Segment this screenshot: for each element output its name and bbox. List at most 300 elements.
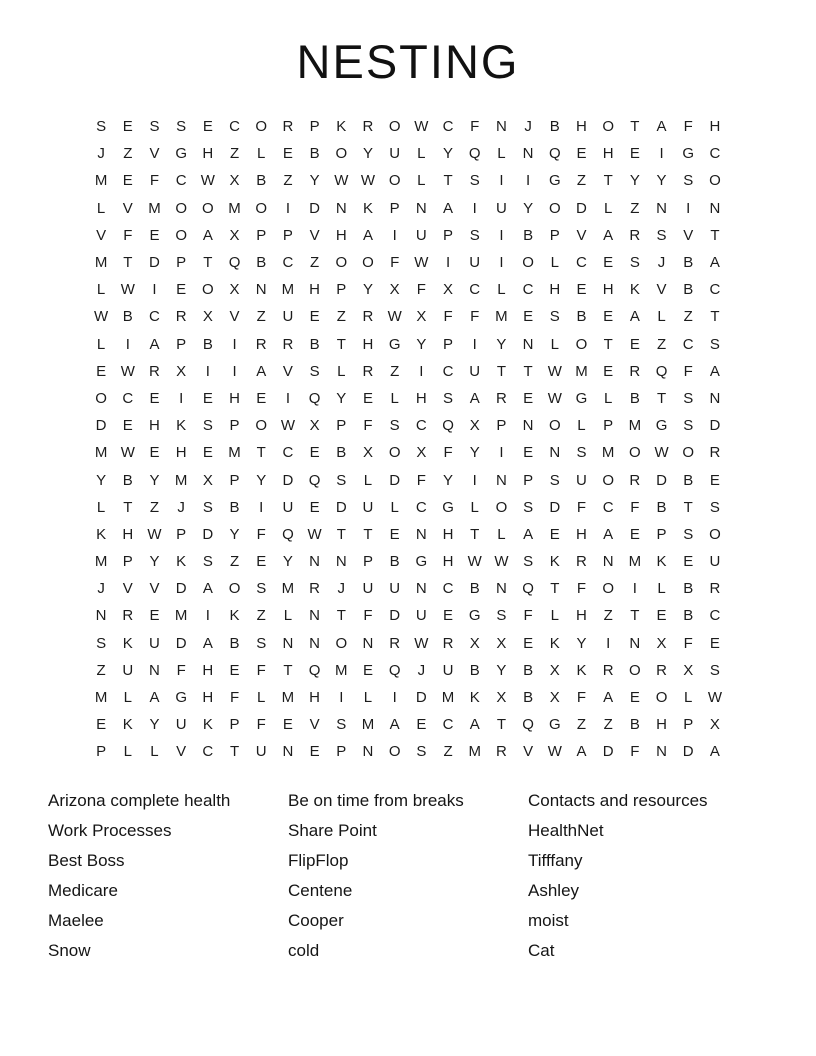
grid-letter: F bbox=[416, 471, 426, 489]
grid-letter: J bbox=[417, 661, 426, 679]
grid-letter: S bbox=[309, 362, 320, 380]
grid-letter: L bbox=[150, 743, 159, 761]
grid-letter: H bbox=[335, 226, 347, 244]
grid-letter: E bbox=[282, 145, 293, 163]
grid-letter: I bbox=[232, 335, 237, 353]
grid-letter: U bbox=[469, 362, 481, 380]
grid-letter: M bbox=[281, 281, 295, 299]
grid-letter: N bbox=[522, 335, 534, 353]
grid-letter: Z bbox=[656, 335, 667, 353]
word-list-item: Maelee bbox=[48, 910, 104, 930]
grid-letter: G bbox=[655, 417, 668, 435]
grid-letter: P bbox=[176, 335, 187, 353]
grid-letter: E bbox=[523, 308, 534, 326]
grid-letter: O bbox=[709, 525, 721, 543]
grid-letter: L bbox=[363, 689, 373, 707]
grid-letter: C bbox=[442, 118, 454, 136]
grid-letter: F bbox=[470, 308, 480, 326]
grid-letter: J bbox=[97, 580, 105, 598]
grid-letter: G bbox=[415, 553, 428, 571]
grid-letter: H bbox=[202, 689, 214, 707]
grid-letter: A bbox=[709, 362, 720, 380]
grid-row bbox=[88, 521, 729, 548]
grid-letter: A bbox=[629, 308, 640, 326]
grid-letter: S bbox=[496, 607, 507, 625]
grid-letter: O bbox=[255, 199, 268, 217]
grid-letter: X bbox=[443, 281, 454, 299]
grid-letter: T bbox=[363, 525, 373, 543]
grid-letter: A bbox=[149, 689, 160, 707]
grid-letter: N bbox=[309, 607, 321, 625]
grid-letter: L bbox=[257, 689, 266, 707]
grid-letter: F bbox=[443, 444, 453, 462]
grid-letter: S bbox=[256, 580, 267, 598]
grid-letter: L bbox=[657, 580, 666, 598]
grid-letter: P bbox=[443, 335, 454, 353]
grid-letter: T bbox=[123, 498, 133, 516]
grid-letter: A bbox=[469, 716, 480, 734]
grid-letter: I bbox=[499, 226, 504, 244]
grid-letter: S bbox=[96, 634, 107, 652]
grid-letter: Y bbox=[443, 145, 454, 163]
grid-row bbox=[88, 630, 729, 657]
grid-letter: P bbox=[282, 226, 293, 244]
grid-letter: M bbox=[94, 254, 108, 272]
grid-letter: O bbox=[202, 281, 214, 299]
grid-letter: G bbox=[575, 389, 588, 407]
grid-letter: V bbox=[656, 281, 667, 299]
grid-letter: N bbox=[495, 471, 507, 489]
grid-letter: X bbox=[549, 689, 560, 707]
grid-letter: E bbox=[629, 689, 640, 707]
grid-letter: Q bbox=[308, 389, 321, 407]
letter-grid bbox=[88, 113, 729, 766]
grid-letter: Z bbox=[229, 553, 240, 571]
grid-letter: L bbox=[390, 389, 399, 407]
grid-letter: E bbox=[523, 389, 534, 407]
grid-letter: D bbox=[335, 498, 347, 516]
grid-letter: I bbox=[285, 199, 290, 217]
grid-letter: F bbox=[256, 661, 266, 679]
grid-letter: I bbox=[526, 172, 531, 190]
grid-letter: E bbox=[96, 716, 107, 734]
grid-letter: F bbox=[683, 634, 693, 652]
grid-letter: R bbox=[282, 335, 294, 353]
grid-letter: D bbox=[95, 417, 107, 435]
grid-letter: T bbox=[710, 226, 720, 244]
grid-letter: H bbox=[202, 145, 214, 163]
grid-letter: N bbox=[282, 634, 294, 652]
grid-letter: P bbox=[176, 254, 187, 272]
grid-letter: S bbox=[523, 498, 534, 516]
grid-letter: W bbox=[387, 308, 402, 326]
grid-letter: G bbox=[388, 335, 401, 353]
grid-letter: X bbox=[176, 362, 187, 380]
grid-letter: M bbox=[601, 444, 615, 462]
grid-letter: L bbox=[337, 362, 346, 380]
grid-letter: I bbox=[392, 689, 397, 707]
grid-letter: K bbox=[362, 199, 373, 217]
word-list-item: Tifffany bbox=[528, 850, 583, 870]
grid-letter: E bbox=[603, 308, 614, 326]
grid-letter: M bbox=[228, 444, 241, 462]
grid-letter: Z bbox=[149, 498, 160, 516]
grid-letter: N bbox=[149, 661, 160, 679]
grid-row bbox=[88, 494, 729, 521]
grid-letter: H bbox=[362, 335, 374, 353]
grid-letter: B bbox=[336, 444, 347, 462]
grid-letter: X bbox=[229, 281, 240, 299]
grid-letter: N bbox=[656, 743, 667, 761]
grid-letter: M bbox=[628, 417, 642, 435]
grid-letter: M bbox=[575, 362, 588, 380]
grid-row bbox=[88, 711, 729, 738]
grid-letter: F bbox=[470, 118, 480, 136]
grid-letter: K bbox=[176, 553, 187, 571]
grid-letter: X bbox=[229, 226, 240, 244]
grid-letter: E bbox=[523, 634, 534, 652]
grid-letter: H bbox=[415, 389, 427, 407]
grid-letter: N bbox=[709, 199, 721, 217]
grid-letter: E bbox=[549, 525, 560, 543]
grid-letter: X bbox=[496, 634, 507, 652]
grid-letter: P bbox=[683, 716, 694, 734]
grid-letter: T bbox=[470, 525, 480, 543]
grid-letter: E bbox=[149, 444, 160, 462]
grid-letter: B bbox=[523, 226, 534, 244]
grid-letter: F bbox=[229, 689, 240, 707]
grid-letter: B bbox=[469, 580, 480, 598]
grid-letter: S bbox=[576, 444, 587, 462]
grid-letter: X bbox=[229, 172, 240, 190]
grid-letter: D bbox=[282, 471, 294, 489]
grid-letter: W bbox=[547, 743, 562, 761]
grid-letter: I bbox=[632, 580, 637, 598]
grid-letter: E bbox=[309, 308, 320, 326]
grid-letter: S bbox=[96, 118, 107, 136]
grid-letter: K bbox=[469, 689, 480, 707]
grid-letter: Y bbox=[336, 389, 347, 407]
grid-row bbox=[88, 167, 729, 194]
grid-letter: Q bbox=[388, 661, 401, 679]
grid-letter: O bbox=[522, 254, 534, 272]
grid-letter: X bbox=[202, 308, 213, 326]
grid-letter: L bbox=[497, 145, 506, 163]
grid-letter: U bbox=[469, 254, 481, 272]
grid-letter: A bbox=[202, 226, 213, 244]
grid-letter: O bbox=[388, 444, 401, 462]
grid-letter: M bbox=[94, 553, 108, 571]
grid-letter: X bbox=[709, 716, 720, 734]
grid-letter: I bbox=[392, 226, 397, 244]
grid-letter: N bbox=[522, 417, 534, 435]
grid-letter: N bbox=[549, 444, 561, 462]
grid-letter: A bbox=[149, 335, 160, 353]
grid-row bbox=[88, 331, 729, 358]
grid-letter: V bbox=[122, 199, 133, 217]
grid-letter: O bbox=[388, 172, 401, 190]
grid-letter: G bbox=[442, 498, 454, 516]
grid-letter: S bbox=[416, 743, 427, 761]
grid-letter: L bbox=[550, 254, 559, 272]
grid-letter: L bbox=[684, 689, 693, 707]
grid-letter: W bbox=[200, 172, 215, 190]
grid-letter: D bbox=[549, 498, 561, 516]
grid-letter: P bbox=[229, 716, 240, 734]
grid-row bbox=[88, 222, 729, 249]
grid-letter: T bbox=[683, 498, 693, 516]
grid-letter: R bbox=[495, 743, 507, 761]
grid-letter: N bbox=[255, 281, 267, 299]
grid-row bbox=[88, 575, 729, 602]
grid-letter: P bbox=[122, 553, 133, 571]
grid-letter: M bbox=[94, 689, 108, 707]
grid-letter: B bbox=[256, 254, 267, 272]
grid-letter: D bbox=[709, 417, 721, 435]
word-list-item: HealthNet bbox=[528, 820, 604, 840]
grid-letter: C bbox=[175, 172, 187, 190]
grid-letter: H bbox=[602, 281, 614, 299]
grid-letter: T bbox=[550, 580, 560, 598]
grid-letter: W bbox=[147, 525, 162, 543]
grid-letter: U bbox=[495, 199, 507, 217]
grid-letter: Z bbox=[683, 308, 693, 326]
grid-letter: A bbox=[603, 525, 614, 543]
grid-letter: B bbox=[523, 689, 534, 707]
grid-letter: Z bbox=[390, 362, 400, 380]
grid-letter: W bbox=[280, 417, 295, 435]
grid-letter: Q bbox=[522, 580, 534, 598]
grid-letter: C bbox=[709, 281, 721, 299]
grid-letter: U bbox=[122, 661, 134, 679]
grid-letter: Z bbox=[630, 199, 640, 217]
grid-letter: V bbox=[149, 580, 160, 598]
grid-letter: X bbox=[416, 308, 427, 326]
grid-letter: H bbox=[122, 525, 134, 543]
grid-letter: S bbox=[443, 389, 454, 407]
grid-letter: T bbox=[256, 444, 266, 462]
grid-letter: S bbox=[389, 417, 400, 435]
grid-letter: V bbox=[96, 226, 107, 244]
grid-letter: Z bbox=[123, 145, 133, 163]
grid-letter: P bbox=[229, 471, 240, 489]
grid-row bbox=[88, 738, 729, 765]
grid-letter: S bbox=[709, 335, 720, 353]
grid-letter: N bbox=[335, 553, 347, 571]
grid-letter: O bbox=[335, 634, 348, 652]
grid-letter: T bbox=[656, 389, 667, 407]
grid-letter: O bbox=[575, 335, 588, 353]
grid-letter: I bbox=[232, 362, 237, 380]
grid-letter: A bbox=[443, 199, 454, 217]
grid-letter: I bbox=[205, 362, 210, 380]
grid-letter: G bbox=[175, 689, 187, 707]
grid-letter: C bbox=[122, 389, 134, 407]
word-list-item: Medicare bbox=[48, 880, 118, 900]
grid-letter: Y bbox=[309, 172, 320, 190]
grid-letter: L bbox=[497, 525, 506, 543]
grid-letter: O bbox=[548, 417, 561, 435]
grid-letter: U bbox=[149, 634, 160, 652]
grid-letter: N bbox=[95, 607, 107, 625]
grid-letter: U bbox=[576, 471, 587, 489]
grid-letter: Z bbox=[310, 254, 320, 272]
grid-letter: O bbox=[602, 471, 614, 489]
grid-letter: O bbox=[362, 254, 374, 272]
grid-letter: P bbox=[336, 417, 347, 435]
grid-letter: V bbox=[149, 145, 160, 163]
grid-letter: U bbox=[442, 661, 454, 679]
grid-letter: R bbox=[656, 661, 667, 679]
grid-letter: T bbox=[630, 607, 640, 625]
grid-letter: I bbox=[686, 199, 691, 217]
grid-letter: M bbox=[281, 580, 295, 598]
grid-letter: T bbox=[336, 335, 346, 353]
grid-letter: M bbox=[628, 553, 642, 571]
grid-letter: R bbox=[255, 335, 267, 353]
grid-letter: A bbox=[469, 389, 480, 407]
grid-letter: R bbox=[362, 362, 374, 380]
grid-letter: U bbox=[282, 308, 294, 326]
grid-letter: X bbox=[362, 444, 373, 462]
grid-letter: U bbox=[362, 580, 374, 598]
grid-row bbox=[88, 385, 729, 412]
grid-letter: Z bbox=[96, 661, 106, 679]
grid-letter: R bbox=[495, 389, 507, 407]
grid-letter: Q bbox=[655, 362, 668, 380]
grid-letter: D bbox=[415, 689, 427, 707]
grid-letter: M bbox=[281, 689, 295, 707]
grid-letter: R bbox=[709, 444, 721, 462]
grid-letter: T bbox=[123, 254, 133, 272]
grid-letter: X bbox=[389, 281, 400, 299]
grid-letter: E bbox=[603, 362, 614, 380]
grid-letter: B bbox=[629, 716, 640, 734]
grid-letter: E bbox=[362, 389, 373, 407]
grid-letter: O bbox=[602, 580, 614, 598]
grid-letter: R bbox=[282, 118, 294, 136]
grid-letter: Q bbox=[308, 471, 321, 489]
grid-letter: F bbox=[630, 498, 640, 516]
grid-letter: G bbox=[548, 716, 561, 734]
grid-letter: E bbox=[576, 281, 587, 299]
grid-letter: L bbox=[417, 145, 426, 163]
grid-letter: B bbox=[576, 308, 587, 326]
grid-letter: E bbox=[176, 281, 187, 299]
grid-letter: S bbox=[149, 118, 160, 136]
grid-letter: N bbox=[522, 145, 534, 163]
grid-letter: F bbox=[149, 172, 160, 190]
grid-letter: E bbox=[629, 525, 640, 543]
grid-letter: S bbox=[683, 417, 694, 435]
grid-row bbox=[88, 303, 729, 330]
word-list-item: moist bbox=[528, 910, 569, 930]
grid-letter: H bbox=[549, 281, 561, 299]
grid-letter: O bbox=[682, 444, 695, 462]
grid-row bbox=[88, 439, 729, 466]
grid-letter: B bbox=[122, 308, 133, 326]
grid-letter: E bbox=[416, 716, 427, 734]
grid-letter: H bbox=[576, 607, 587, 625]
grid-letter: H bbox=[202, 661, 214, 679]
grid-letter: B bbox=[229, 634, 240, 652]
grid-row bbox=[88, 684, 729, 711]
grid-letter: B bbox=[309, 335, 320, 353]
grid-letter: N bbox=[309, 553, 321, 571]
grid-letter: S bbox=[683, 389, 694, 407]
grid-letter: E bbox=[309, 444, 320, 462]
grid-letter: R bbox=[576, 553, 587, 571]
grid-letter: C bbox=[709, 607, 721, 625]
grid-letter: U bbox=[282, 498, 294, 516]
grid-letter: N bbox=[709, 389, 721, 407]
grid-letter: H bbox=[576, 525, 587, 543]
grid-letter: F bbox=[576, 498, 587, 516]
grid-letter: W bbox=[307, 525, 322, 543]
grid-letter: I bbox=[179, 389, 184, 407]
grid-letter: S bbox=[256, 634, 267, 652]
grid-letter: S bbox=[469, 172, 480, 190]
grid-letter: I bbox=[419, 362, 424, 380]
grid-letter: F bbox=[416, 281, 426, 299]
grid-letter: O bbox=[175, 226, 187, 244]
grid-letter: Q bbox=[548, 145, 561, 163]
grid-letter: W bbox=[414, 634, 429, 652]
grid-letter: Q bbox=[282, 525, 294, 543]
grid-letter: W bbox=[334, 172, 349, 190]
grid-letter: E bbox=[149, 226, 160, 244]
grid-letter: I bbox=[499, 444, 504, 462]
grid-letter: E bbox=[256, 389, 267, 407]
grid-row bbox=[88, 412, 729, 439]
grid-letter: H bbox=[175, 444, 187, 462]
grid-letter: F bbox=[683, 362, 693, 380]
grid-letter: E bbox=[523, 444, 534, 462]
grid-letter: A bbox=[576, 743, 587, 761]
grid-letter: P bbox=[496, 417, 507, 435]
grid-letter: O bbox=[629, 444, 641, 462]
grid-letter: K bbox=[336, 118, 347, 136]
grid-letter: Y bbox=[496, 335, 507, 353]
grid-letter: H bbox=[656, 716, 667, 734]
grid-letter: I bbox=[125, 335, 130, 353]
grid-letter: F bbox=[363, 607, 373, 625]
grid-letter: E bbox=[603, 254, 614, 272]
grid-letter: C bbox=[149, 308, 160, 326]
grid-letter: P bbox=[96, 743, 107, 761]
grid-letter: U bbox=[175, 716, 187, 734]
grid-letter: R bbox=[442, 634, 454, 652]
grid-letter: U bbox=[362, 498, 374, 516]
grid-letter: V bbox=[229, 308, 240, 326]
grid-letter: E bbox=[149, 607, 160, 625]
grid-letter: A bbox=[202, 634, 213, 652]
grid-letter: W bbox=[120, 362, 135, 380]
word-list-item: Be on time from breaks bbox=[288, 790, 464, 810]
grid-letter: V bbox=[523, 743, 534, 761]
grid-letter: T bbox=[496, 362, 506, 380]
grid-letter: V bbox=[282, 362, 293, 380]
grid-letter: T bbox=[283, 661, 293, 679]
grid-letter: M bbox=[468, 743, 481, 761]
word-list-item: Work Processes bbox=[48, 820, 172, 840]
grid-letter: L bbox=[257, 145, 266, 163]
grid-letter: S bbox=[629, 254, 640, 272]
grid-letter: I bbox=[499, 172, 504, 190]
grid-letter: O bbox=[548, 199, 561, 217]
grid-letter: T bbox=[203, 254, 213, 272]
grid-letter: Y bbox=[229, 525, 240, 543]
